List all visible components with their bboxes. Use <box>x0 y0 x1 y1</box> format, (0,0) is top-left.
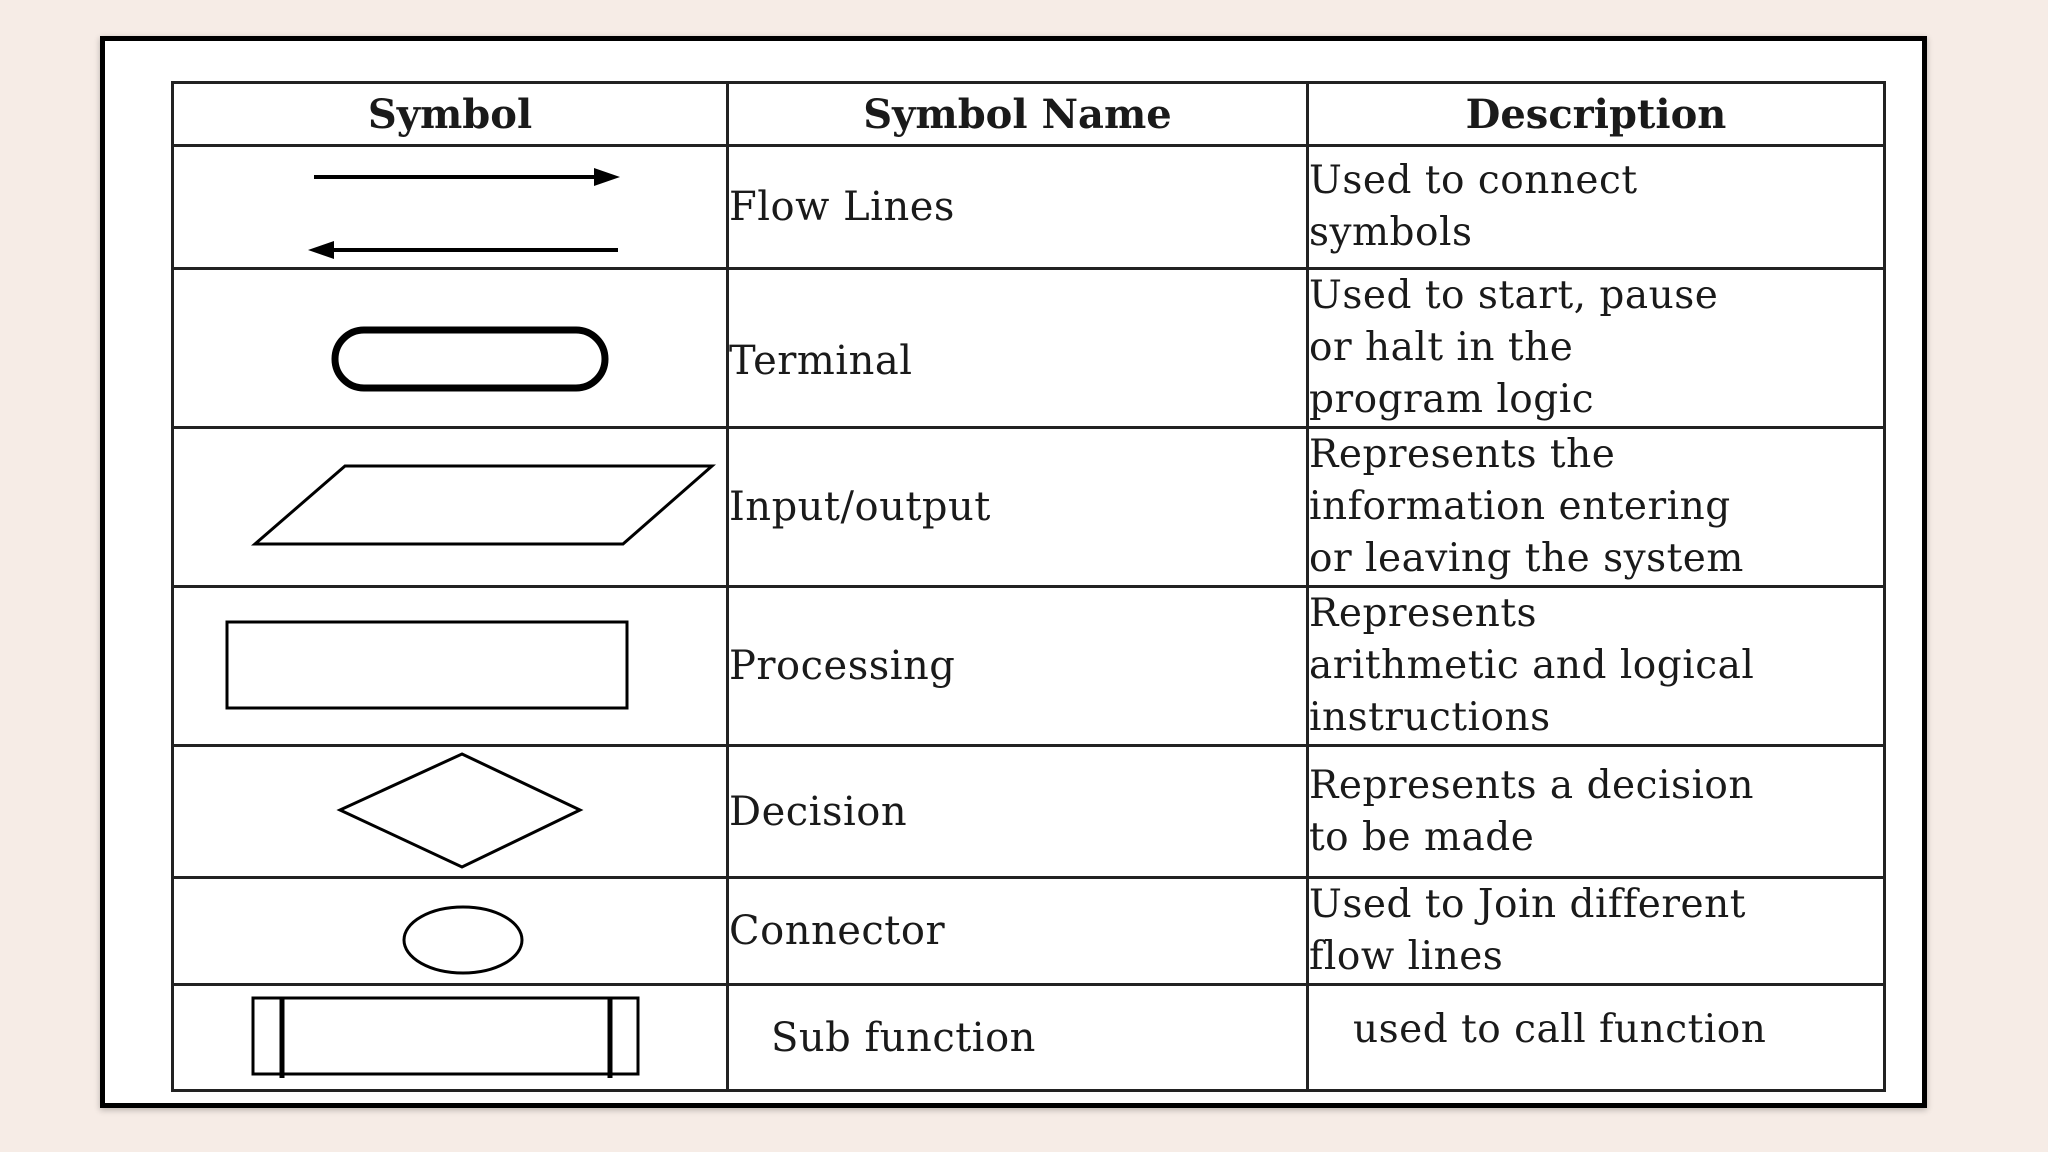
terminal-rounded-rectangle-icon <box>174 271 729 426</box>
symbol-name: Terminal <box>728 269 1308 428</box>
symbol-name: Input/output <box>728 428 1308 587</box>
flow-lines-arrows-icon <box>174 147 729 267</box>
flowchart-symbols-table <box>171 81 1886 1092</box>
symbol-description: Used to connect symbols <box>1308 146 1885 269</box>
column-header-symbol-name: Symbol Name <box>728 83 1308 146</box>
input-output-parallelogram-icon <box>174 430 729 584</box>
column-header-description: Description <box>1308 83 1885 146</box>
table-row <box>173 428 1885 587</box>
table-row <box>173 746 1885 878</box>
symbol-name: Decision <box>728 746 1308 878</box>
symbol-name: Flow Lines <box>728 146 1308 269</box>
column-header-symbol: Symbol <box>173 83 728 146</box>
symbol-description: Represents arithmetic and logical instructions <box>1308 587 1885 746</box>
symbol-description: used to call function <box>1308 985 1885 1091</box>
decision-diamond-icon <box>174 747 729 876</box>
connector-circle-icon <box>174 881 729 982</box>
table-header-row <box>173 83 1885 146</box>
slide-frame <box>100 36 1927 1108</box>
symbol-description: Used to Join different flow lines <box>1308 878 1885 985</box>
symbol-description: Represents a decision to be made <box>1308 746 1885 878</box>
symbol-name: Sub function <box>728 985 1308 1091</box>
sub-function-rectangle-icon <box>174 986 729 1089</box>
symbol-description: Used to start, pause or halt in the program logic <box>1308 269 1885 428</box>
table-row <box>173 269 1885 428</box>
table-row <box>173 985 1885 1091</box>
table-row <box>173 587 1885 746</box>
symbol-description: Represents the information entering or leaving the system <box>1308 428 1885 587</box>
table-row <box>173 146 1885 269</box>
processing-rectangle-icon <box>174 590 729 742</box>
table-row <box>173 878 1885 985</box>
symbol-name: Processing <box>728 587 1308 746</box>
symbol-name: Connector <box>728 878 1308 985</box>
